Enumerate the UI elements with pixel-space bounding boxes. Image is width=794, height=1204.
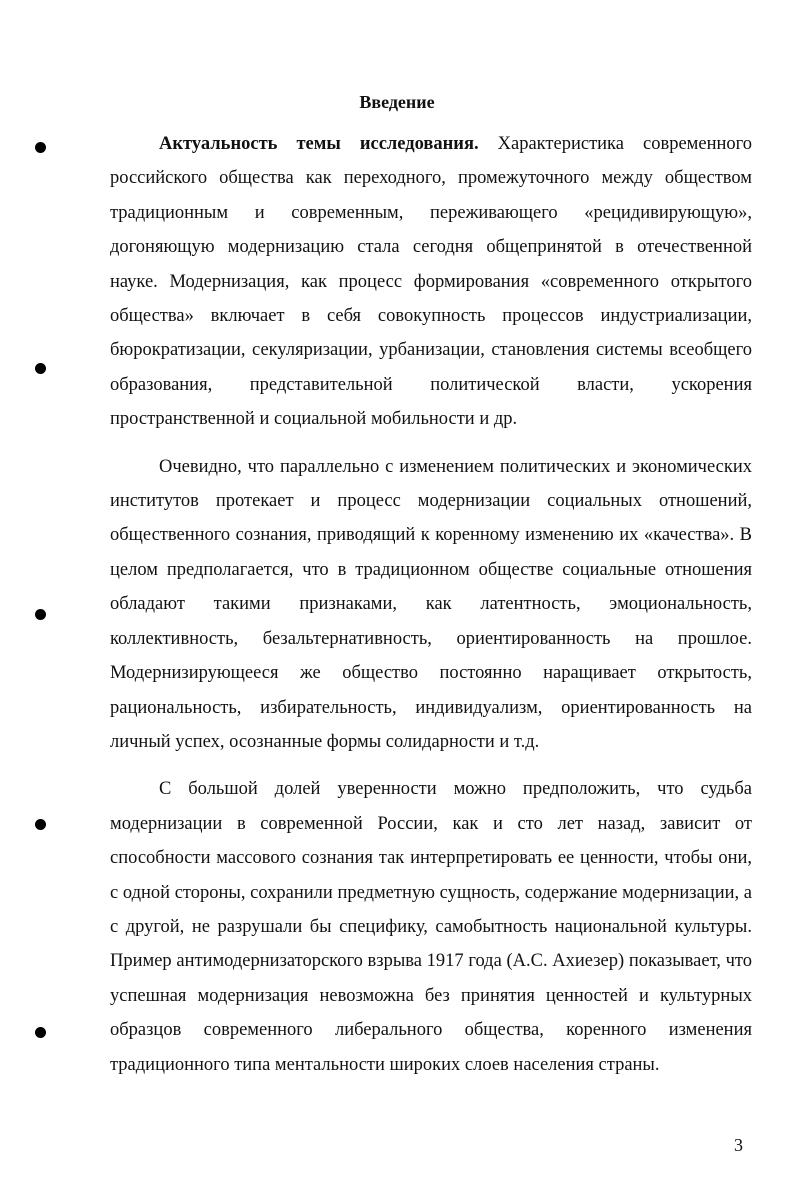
body-text	[110, 127, 752, 1082]
paragraph-1-lead: Актуальность темы исследования.	[159, 134, 479, 154]
paragraph-3: С большой долей уверенности можно предположить, что судьба модернизации в современной России, как и сто лет назад, зависит от способности массового сознания так интерпретировать ее ценности, чтобы они, с одной стороны, сохранили предметную сущность, содержание модернизации, а с другой, не разрушали бы специфику, самобытность национальной культуры. Пример антимодернизаторского взрыва 1917 года (А.С. Ахиезер) показывает, что успешная модернизация невозможна без принятия ценностей и культурных образцов современного либерального общества, коренного изменения традиционного типа ментальности широких слоев населения страны.	[110, 779, 752, 1075]
punch-hole-dot	[35, 819, 46, 830]
paragraph-1-text: Характеристика современного российского общества как переходного, промежуточного между обществом традиционным и современным, переживающего «рецидивирующую», догоняющую модернизацию стала сегодня общепринятой в отечественной науке. Модернизация, как процесс формирования «современного открытого общества» включает в себя совокупность процессов индустриализации, бюрократизации, секуляризации, урбанизации, становления системы всеобщего образования, представительной политической власти, ускорения пространственной и социальной мобильности и др.	[110, 134, 753, 430]
punch-hole-dot	[35, 142, 46, 153]
punch-hole-dot	[35, 609, 46, 620]
punch-hole-dot	[35, 1027, 46, 1038]
page-number: 3	[734, 1135, 743, 1155]
paragraph-2: Очевидно, что параллельно с изменением политических и экономических институтов протекает и процесс модернизации социальных отношений, общественного сознания, приводящий к коренному изменению их «качества». В целом предполагается, что в традиционном обществе социальные отношения обладают такими признаками, как латентность, эмоциональность, коллективность, безальтернативность, ориентированность на прошлое. Модернизирующееся же общество постоянно наращивает открытость, рациональность, избирательность, индивидуализм, ориентированность на личный успех, осознанные формы солидарности и т.д.	[110, 456, 752, 752]
paragraph-1	[110, 127, 752, 437]
page-title: Введение	[359, 92, 435, 112]
punch-hole-dot	[35, 363, 46, 374]
